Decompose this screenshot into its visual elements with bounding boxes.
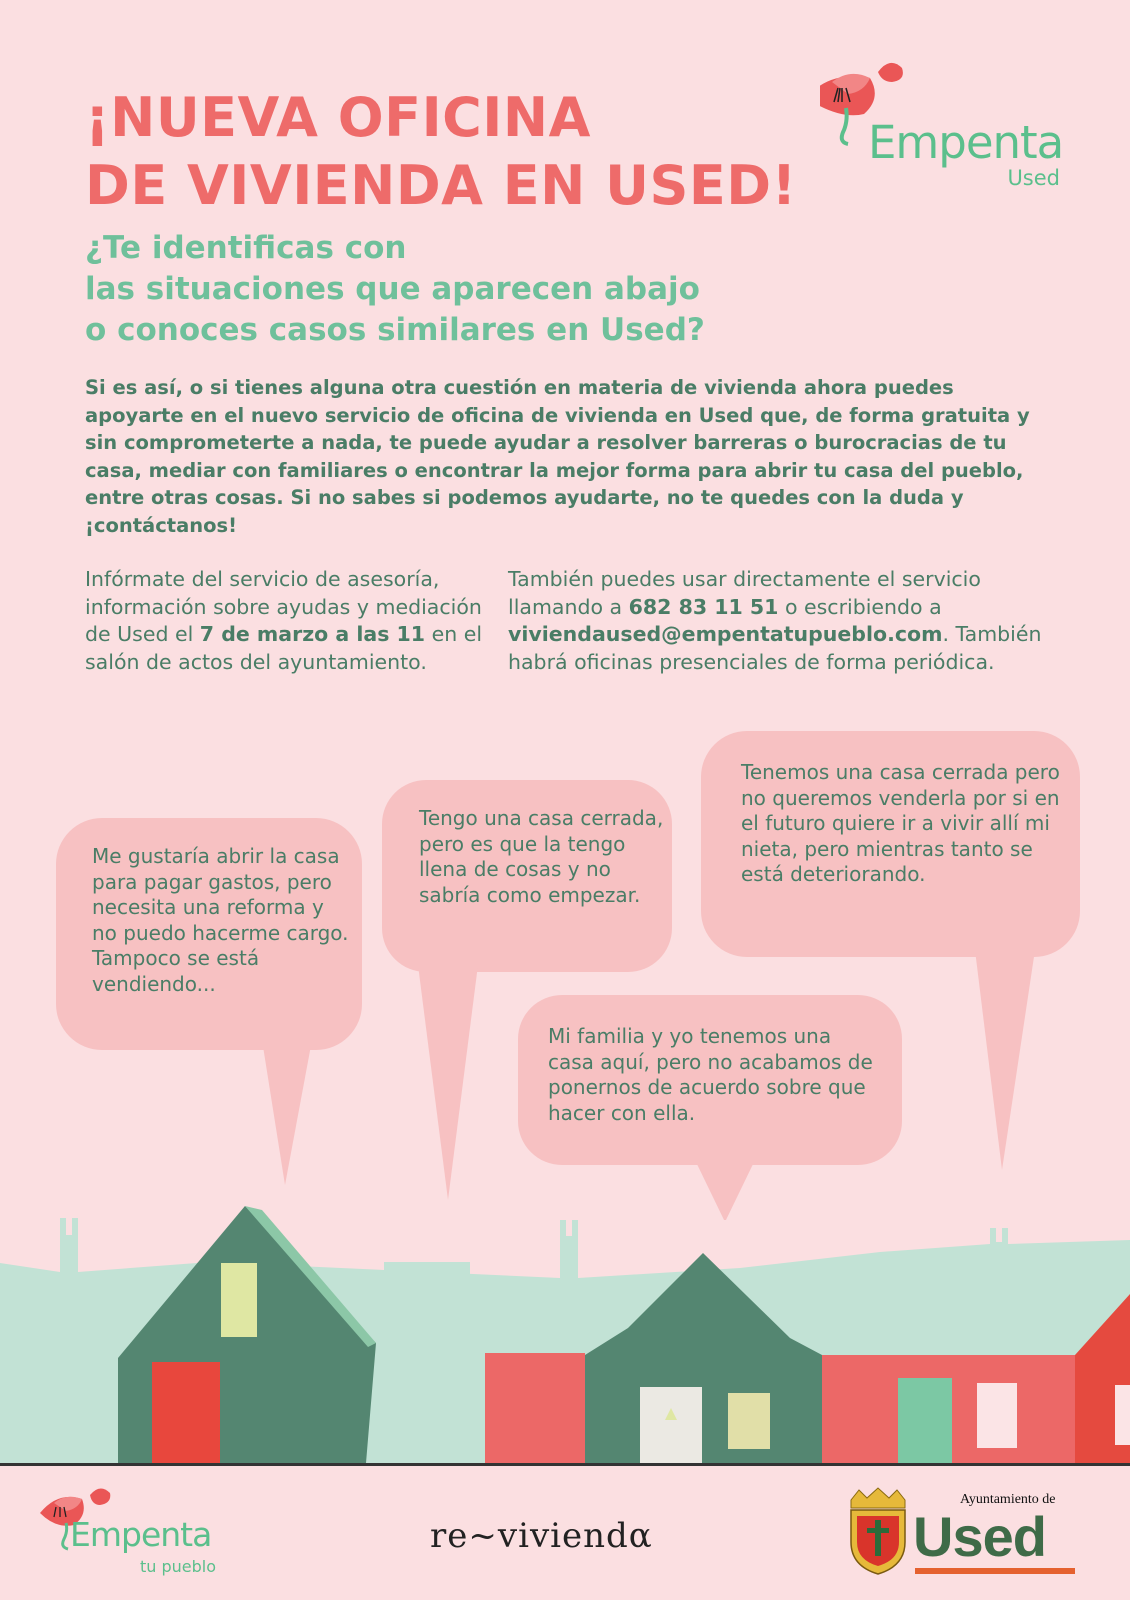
info-right-text-2: o escribiendo a	[778, 594, 942, 619]
info-right-text-3: . También habrá oficinas presenciales de forma periódica.	[508, 622, 1042, 674]
house-right-door	[898, 1378, 952, 1463]
house-middle-window	[728, 1393, 770, 1449]
subtitle-line-1: ¿Te identificas con	[85, 230, 407, 266]
bubble-1-tail	[262, 1040, 312, 1185]
ayuntamiento-name: Used	[913, 1505, 1046, 1568]
empenta-tu-pueblo-logo	[40, 1485, 240, 1585]
logo-brand: Empenta	[868, 116, 1064, 169]
bubble-2-tail	[418, 965, 478, 1200]
bubble-3-text: Tenemos una casa cerrada pero no queremos venderla por si en el futuro quiere ir a vivir allí mi nieta, pero mientras tanto se está deteriorando.	[741, 760, 1060, 886]
coat-of-arms-icon	[845, 1486, 911, 1576]
intro-paragraph: Si es así, o si tienes alguna otra cuestión en materia de vivienda ahora puedes apoyarte en el nuevo servicio de oficina de vivienda en Used que, de forma gratuita y sin comprometerte a nada, te puede ayudar a resolver barreras o burocracias de tu casa, mediar con familiares o encontrar la mejor forma para abrir tu casa del pueblo, entre otras cosas. Si no sabes si podemos ayudarte, no te quedes con la duda y ¡contáctanos!	[85, 376, 1030, 537]
ayuntamiento-underline	[915, 1568, 1075, 1574]
title-line-2: DE VIVIENDA EN USED!	[85, 154, 797, 217]
phone-number[interactable]: 682 83 11 51	[628, 594, 779, 619]
bubble-2-text: Tengo una casa cerrada, pero es que la tengo llena de cosas y no sabría como empezar.	[419, 806, 664, 907]
house-left-door	[152, 1362, 220, 1463]
revivienda-logo: re~viviendα	[430, 1516, 653, 1556]
event-date: 7 de marzo a las 11	[199, 622, 426, 646]
info-left-text-1: Infórmate del servicio de asesoría, información sobre ayudas y mediación de Used el	[85, 567, 482, 646]
house-left-window	[221, 1263, 257, 1337]
subtitle-line-2: las situaciones que aparecen abajo	[85, 271, 700, 307]
subtitle-line-3: o conoces casos similares en Used?	[85, 312, 705, 348]
bubble-1-text: Me gustaría abrir la casa para pagar gastos, pero necesita una reforma y no puedo hacerme cargo. Tampoco se está vendiendo...	[92, 844, 349, 996]
bubble-4-text: Mi familia y yo tenemos una casa aquí, pero no acabamos de ponernos de acuerdo sobre que hacer con ella.	[548, 1024, 873, 1125]
ayuntamiento-label: Ayuntamiento de	[960, 1492, 1056, 1507]
logo-sub: Used	[1007, 166, 1060, 190]
email-link[interactable]: viviendaused@empentatupueblo.com	[508, 622, 943, 646]
footer-brand: Empenta	[70, 1515, 212, 1554]
footer-divider	[0, 1463, 1130, 1466]
house-middle-door	[640, 1387, 702, 1463]
house-middle-red	[485, 1353, 585, 1463]
ayuntamiento-used-logo	[845, 1486, 1085, 1586]
bubble-3-tail	[975, 950, 1035, 1170]
title-line-1: ¡NUEVA OFICINA	[85, 86, 591, 149]
info-right-text-1: También puedes usar directamente el servicio llamando a	[508, 567, 981, 619]
info-left-text-2: en el salón de actos del ayuntamiento.	[85, 622, 483, 674]
house-right-window	[977, 1383, 1017, 1448]
houses-illustration	[0, 1180, 1130, 1464]
footer-brand-sub: tu pueblo	[140, 1557, 217, 1576]
